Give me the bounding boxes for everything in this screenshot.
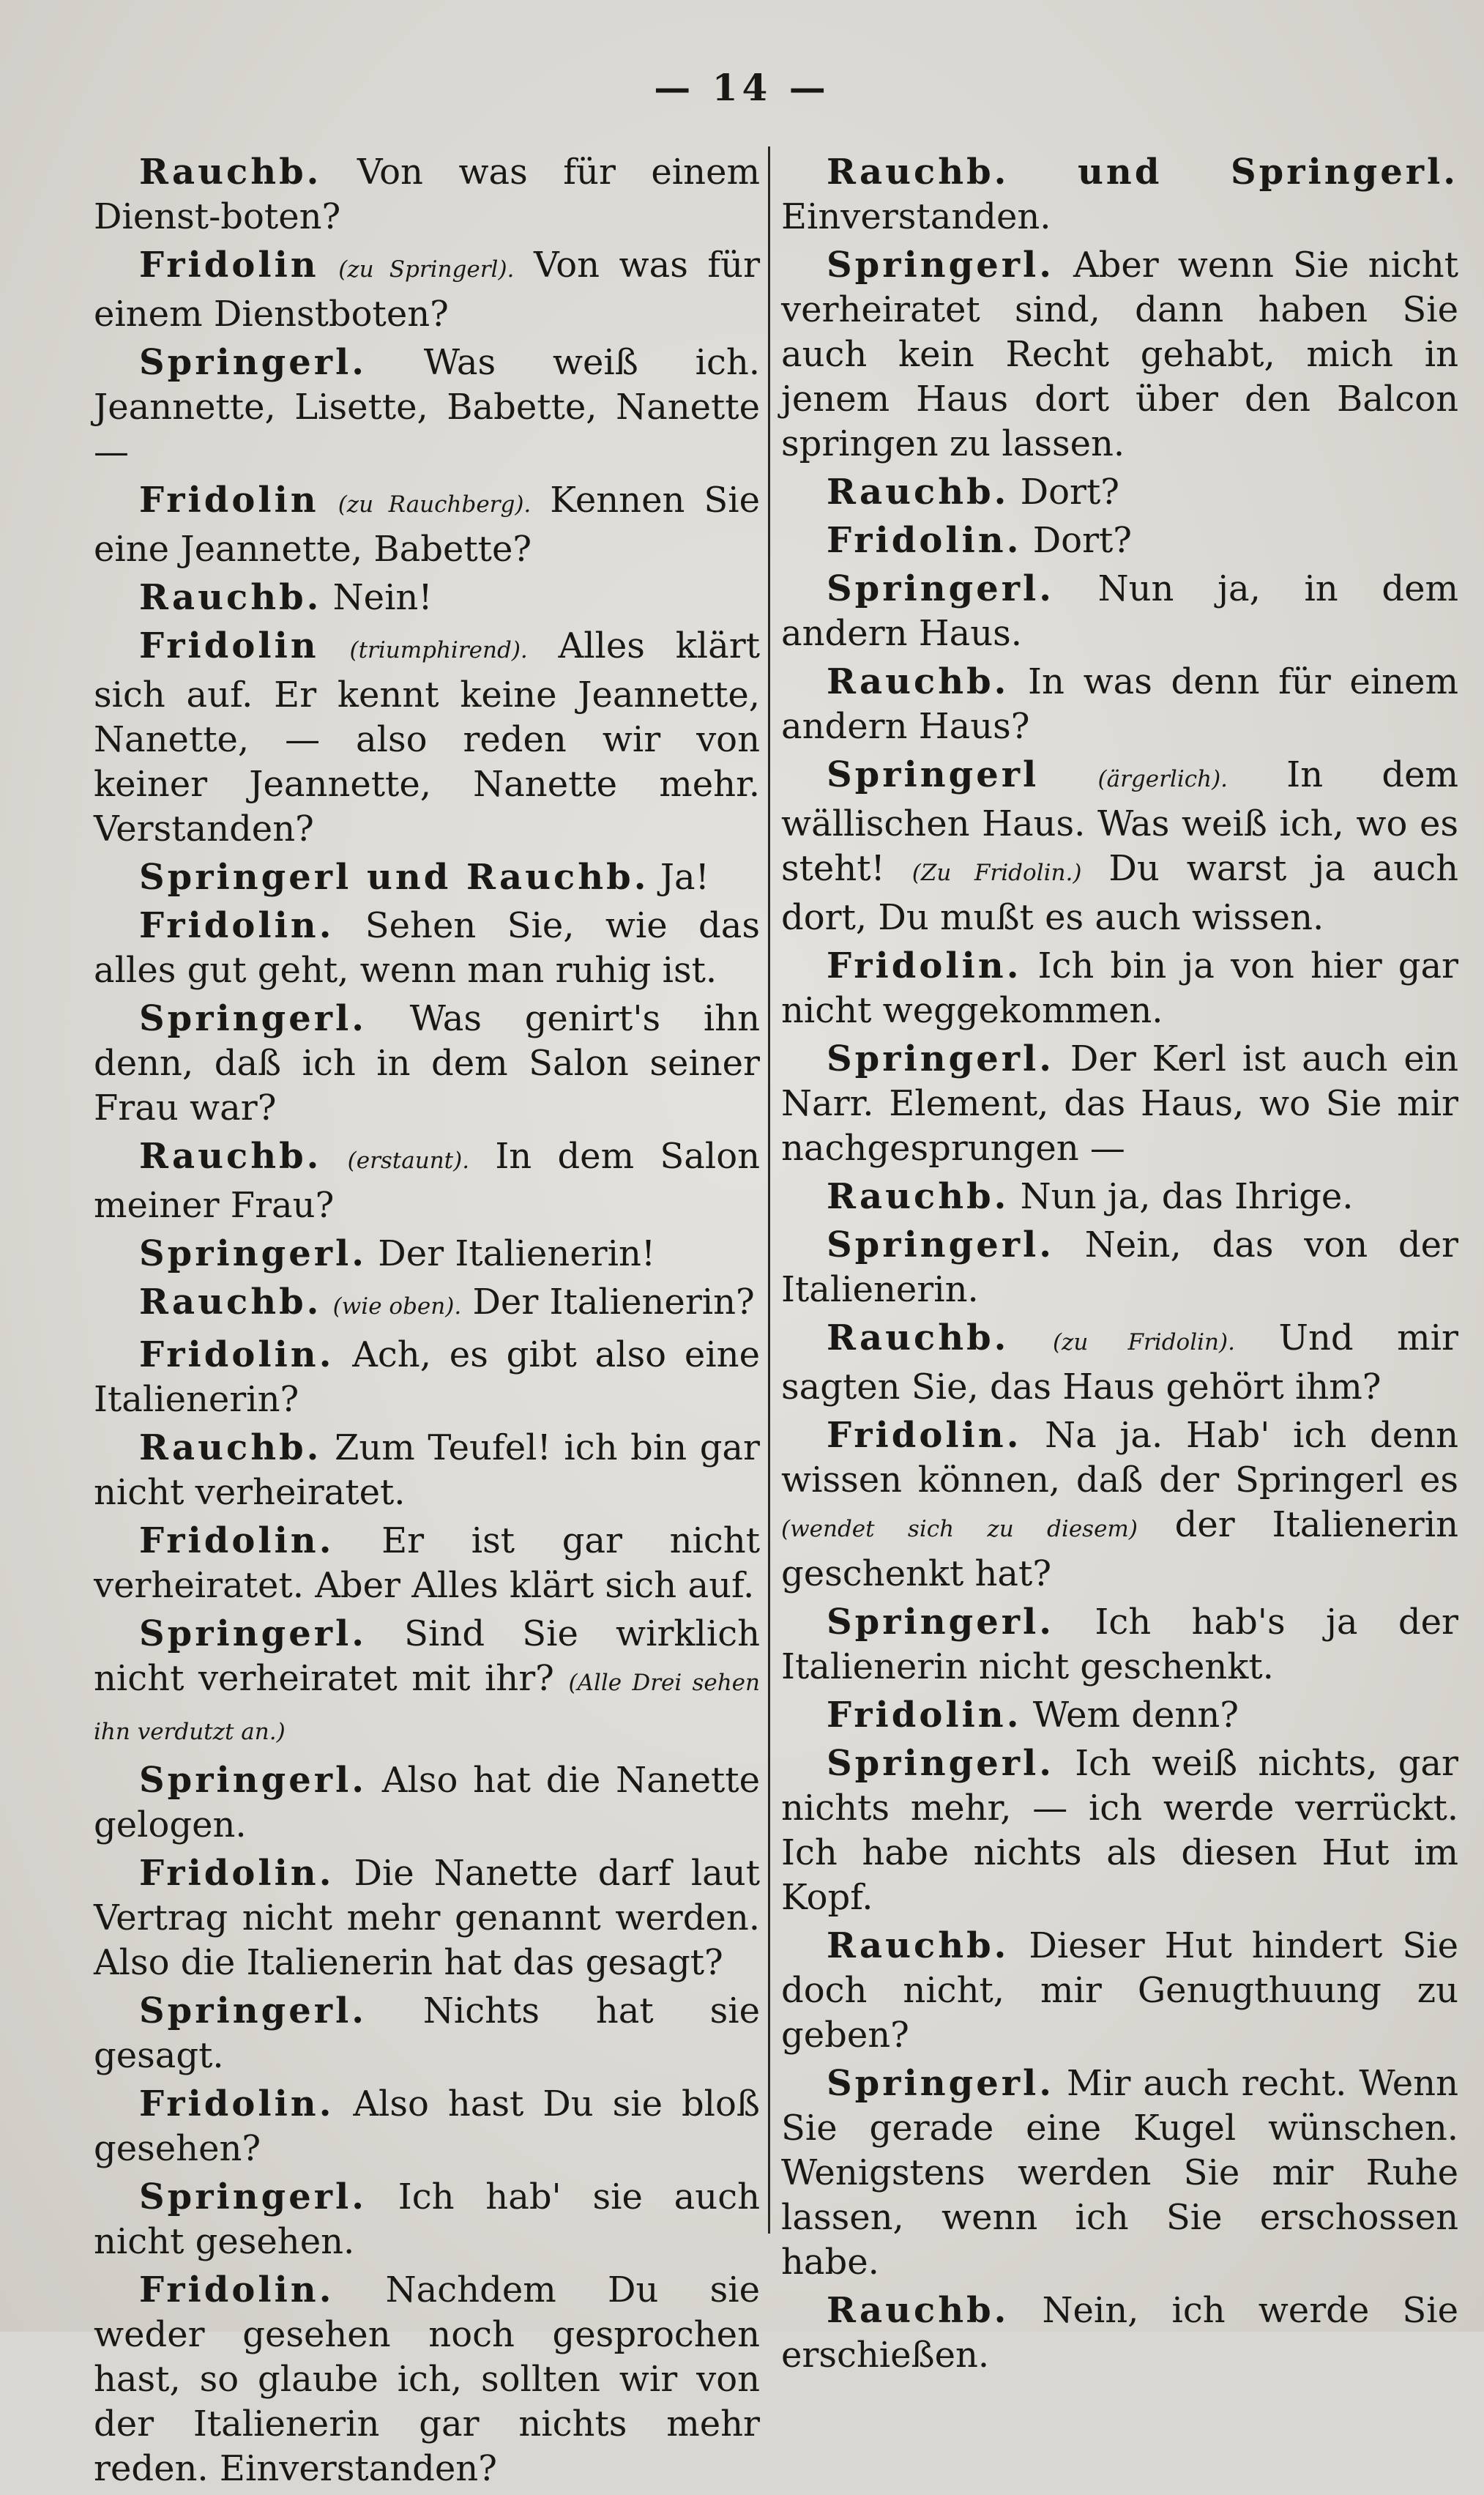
speaker-name: Springerl. bbox=[139, 2176, 367, 2217]
stage-direction: (wie oben). bbox=[332, 1293, 462, 1320]
speech bbox=[781, 1924, 1458, 2058]
dialogue-text: Ja! bbox=[660, 857, 709, 898]
speaker-name: Fridolin. bbox=[139, 1520, 335, 1561]
dialogue-text: Dort? bbox=[1032, 520, 1133, 561]
dialogue-text: Wem denn? bbox=[1032, 1695, 1239, 1736]
speaker-name: Fridolin. bbox=[139, 1334, 335, 1375]
dialogue-text: Ich weiß nichts, gar nichts mehr, — ich werde verrückt. Ich habe nichts als diesen Hut im Kopf. bbox=[781, 1743, 1458, 1918]
speech bbox=[94, 341, 760, 475]
page-number: — 14 — bbox=[654, 66, 830, 109]
speech bbox=[94, 1612, 760, 1755]
speech bbox=[781, 1175, 1458, 1219]
speaker-name: Rauchb. bbox=[827, 1925, 1010, 1966]
speech bbox=[781, 243, 1458, 466]
dialogue-text: Von was für einem Dienst-boten? bbox=[94, 152, 760, 237]
speaker-name: Springerl. bbox=[827, 1038, 1054, 1079]
speech bbox=[94, 2082, 760, 2171]
dialogue-text: Ich hab's ja der Italienerin nicht geschenkt. bbox=[781, 1602, 1458, 1687]
dialogue-text: Also hat die Nanette gelogen. bbox=[94, 1760, 760, 1845]
speaker-name: Rauchb. bbox=[827, 1176, 1010, 1217]
speaker-name: Springerl. bbox=[139, 1760, 367, 1801]
speaker-name: Springerl. bbox=[827, 2063, 1054, 2104]
speaker-name: Fridolin bbox=[139, 245, 319, 286]
dialogue-text: Alles klärt sich auf. Er kennt keine Jeannette, Nanette, — also reden wir von keiner Jeannette, Nanette mehr. Verstanden? bbox=[94, 625, 760, 849]
speech bbox=[94, 904, 760, 993]
dialogue-text: Von was für einem Dienstboten? bbox=[94, 245, 761, 335]
speaker-name: Rauchb. bbox=[827, 1317, 1010, 1358]
dialogue-text: In dem Salon meiner Frau? bbox=[94, 1136, 761, 1226]
speech bbox=[94, 997, 760, 1131]
speech bbox=[94, 1989, 760, 2078]
speaker-name: Springerl. bbox=[139, 342, 367, 383]
speaker-name: Fridolin. bbox=[827, 520, 1022, 561]
speaker-name: Springerl. bbox=[827, 245, 1054, 286]
dialogue-text: Nein, ich werde Sie erschießen. bbox=[781, 2290, 1458, 2376]
speaker-name: Springerl. bbox=[827, 568, 1054, 609]
speaker-name: Rauchb. bbox=[827, 2290, 1010, 2331]
speaker-name: Fridolin. bbox=[827, 1415, 1022, 1456]
dialogue-text: Also hast Du sie bloß gesehen? bbox=[94, 2083, 760, 2169]
speech bbox=[781, 944, 1458, 1033]
stage-direction: (Alle Drei sehen ihn verdutzt an.) bbox=[94, 1670, 760, 1745]
speech bbox=[94, 1519, 760, 1608]
dialogue-text: Aber wenn Sie nicht verheiratet sind, dann haben Sie auch kein Recht gehabt, mich in jenem Haus dort über den Balcon springen zu lassen. bbox=[781, 245, 1459, 464]
dialogue-text: Ich hab' sie auch nicht gesehen. bbox=[94, 2176, 761, 2262]
speaker-name: Springerl bbox=[827, 754, 1040, 795]
speaker-name: Springerl. bbox=[139, 1990, 367, 2031]
speech bbox=[94, 855, 760, 900]
dialogue-text: Sehen Sie, wie das alles gut geht, wenn man ruhig ist. bbox=[94, 905, 761, 991]
dialogue-text: Nachdem Du sie weder gesehen noch gesprochen hast, so glaube ich, sollten wir von der Italienerin gar nichts mehr reden. Einverstanden? bbox=[94, 2269, 760, 2489]
speech bbox=[94, 1280, 760, 1329]
speech bbox=[94, 2175, 760, 2264]
speaker-name: Rauchb. bbox=[139, 1282, 322, 1323]
dialogue-text: Die Nanette darf laut Vertrag nicht mehr genannt werden. Also die Italienerin hat das gesagt? bbox=[94, 1853, 760, 1983]
dialogue-text: Nun ja, in dem andern Haus. bbox=[781, 568, 1458, 654]
stage-direction: (triumphirend). bbox=[349, 637, 528, 663]
dialogue-text: Und mir sagten Sie, das Haus gehört ihm? bbox=[781, 1317, 1458, 1408]
dialogue-text: Nichts hat sie gesagt. bbox=[94, 1990, 761, 2076]
speech bbox=[94, 478, 760, 572]
speaker-name: Rauchb. bbox=[827, 472, 1010, 513]
dialogue-text: Dort? bbox=[1020, 472, 1120, 513]
speech bbox=[781, 470, 1458, 515]
speech bbox=[781, 1316, 1458, 1410]
speech bbox=[94, 243, 760, 337]
dialogue-text: Er ist gar nicht verheiratet. Aber Alles klärt sich auf. bbox=[94, 1520, 760, 1606]
speech bbox=[781, 518, 1458, 563]
speech bbox=[94, 1333, 760, 1422]
dialogue-text: Der Italienerin! bbox=[378, 1233, 656, 1274]
speech bbox=[781, 1600, 1458, 1689]
dialogue-text: Du warst ja auch dort, Du mußt es auch wissen. bbox=[781, 848, 1458, 938]
speaker-name: Rauchb. bbox=[139, 577, 322, 618]
dialogue-text: Kennen Sie eine Jeannette, Babette? bbox=[94, 480, 761, 570]
speaker-name: Springerl. bbox=[139, 998, 367, 1039]
speaker-name: Springerl. bbox=[827, 1224, 1054, 1265]
speaker-name: Rauchb. bbox=[139, 1136, 322, 1177]
speaker-name: Fridolin. bbox=[827, 1695, 1022, 1736]
speech bbox=[781, 2061, 1458, 2285]
stage-direction: (zu Fridolin). bbox=[1052, 1329, 1235, 1356]
speech bbox=[94, 624, 760, 852]
speaker-name: Rauchb. und Springerl. bbox=[827, 152, 1458, 193]
speaker-name: Fridolin. bbox=[139, 2269, 335, 2310]
speech bbox=[94, 1851, 760, 1985]
speech bbox=[94, 1426, 760, 1515]
stage-direction: (zu Springerl). bbox=[338, 256, 515, 283]
speech bbox=[781, 1223, 1458, 1312]
dialogue-text: Was genirt's ihn denn, daß ich in dem Salon seiner Frau war? bbox=[94, 998, 760, 1128]
speaker-name: Rauchb. bbox=[139, 1427, 322, 1468]
speaker-name: Fridolin. bbox=[139, 905, 335, 946]
dialogue-text: Sind Sie wirklich nicht verheiratet mit ihr? bbox=[94, 1613, 761, 1699]
dialogue-text: Einverstanden. bbox=[781, 196, 1051, 237]
dialogue-text: Der Kerl ist auch ein Narr. Element, das Haus, wo Sie mir nachgesprungen — bbox=[781, 1038, 1458, 1169]
dialogue-text: In was denn für einem andern Haus? bbox=[781, 661, 1459, 747]
speech bbox=[781, 2288, 1458, 2378]
dialogue-text: Zum Teufel! ich bin gar nicht verheiratet. bbox=[94, 1427, 760, 1513]
speech bbox=[781, 150, 1458, 239]
dialogue-text: Nun ja, das Ihrige. bbox=[1020, 1176, 1354, 1217]
speaker-name: Fridolin. bbox=[827, 945, 1022, 986]
speaker-name: Fridolin bbox=[139, 625, 319, 666]
dialogue-text: Nein! bbox=[332, 577, 433, 618]
dialogue-text: Der Italienerin? bbox=[472, 1282, 755, 1323]
speaker-name: Fridolin. bbox=[139, 2083, 335, 2124]
speaker-name: Rauchb. bbox=[827, 661, 1010, 702]
speech bbox=[94, 1134, 760, 1228]
stage-direction: (ärgerlich). bbox=[1097, 766, 1228, 792]
speech bbox=[781, 1741, 1458, 1920]
speaker-name: Springerl. bbox=[827, 1602, 1054, 1643]
speech bbox=[94, 576, 760, 620]
dialogue-text: Na ja. Hab' ich denn wissen können, daß der Springerl es bbox=[781, 1415, 1458, 1501]
speaker-name: Springerl. bbox=[827, 1743, 1054, 1784]
speech bbox=[781, 660, 1458, 749]
speaker-name: Springerl. bbox=[139, 1233, 367, 1274]
dialogue-text: Was weiß ich. Jeannette, Lisette, Babette, Nanette — bbox=[94, 342, 760, 472]
column-divider bbox=[768, 146, 770, 2234]
speech bbox=[94, 150, 760, 239]
right-column bbox=[781, 150, 1458, 2381]
speaker-name: Fridolin. bbox=[139, 1853, 335, 1894]
speaker-name: Springerl. bbox=[139, 1613, 367, 1654]
dialogue-text: Ach, es gibt also eine Italienerin? bbox=[94, 1334, 760, 1420]
speaker-name: Rauchb. bbox=[139, 152, 322, 193]
speech bbox=[781, 1413, 1458, 1596]
speech bbox=[781, 567, 1458, 656]
speech bbox=[94, 1232, 760, 1276]
speaker-name: Fridolin bbox=[139, 480, 319, 521]
speech bbox=[94, 2268, 760, 2491]
dialogue-text: In dem wällischen Haus. Was weiß ich, wo es steht! bbox=[781, 754, 1459, 889]
stage-direction: (Zu Fridolin.) bbox=[911, 860, 1082, 886]
stage-direction: (zu Rauchberg). bbox=[338, 491, 532, 518]
dialogue-text: Mir auch recht. Wenn Sie gerade eine Kugel wünschen. Wenigstens werden Sie mir Ruhe lassen, wenn ich Sie erschossen habe. bbox=[781, 2063, 1458, 2283]
speech bbox=[781, 1037, 1458, 1171]
dialogue-text: Nein, das von der Italienerin. bbox=[781, 1224, 1458, 1310]
speech bbox=[94, 1758, 760, 1848]
stage-direction: (wendet sich zu diesem) bbox=[781, 1516, 1138, 1542]
dialogue-text: der Italienerin geschenkt hat? bbox=[781, 1504, 1459, 1594]
speech bbox=[781, 753, 1458, 940]
dialogue-text: Dieser Hut hindert Sie doch nicht, mir Genugthuung zu geben? bbox=[781, 1925, 1458, 2056]
speaker-name: Springerl und Rauchb. bbox=[139, 857, 649, 898]
left-column bbox=[94, 150, 760, 2495]
dialogue-text: Ich bin ja von hier gar nicht weggekommen. bbox=[781, 945, 1459, 1031]
speech bbox=[781, 1693, 1458, 1738]
stage-direction: (erstaunt). bbox=[347, 1148, 470, 1174]
